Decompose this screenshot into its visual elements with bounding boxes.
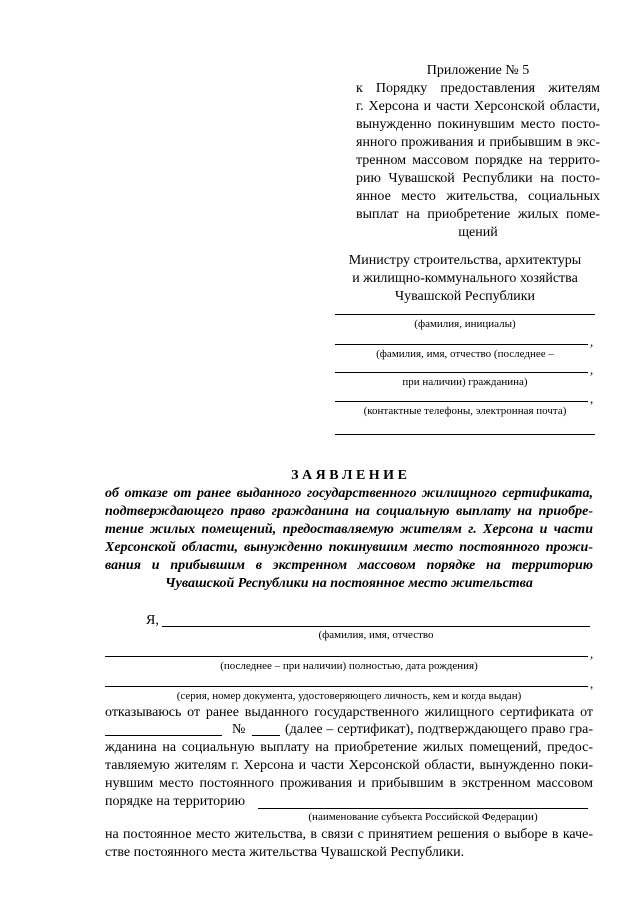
appendix-line: выплат на приобретение жилых поме-: [356, 207, 600, 222]
subtitle-line: Чувашской Республики на постоянное место жительства: [165, 576, 533, 591]
addressee-line: и жилищно-коммунального хозяйства: [352, 271, 578, 286]
comma: ,: [590, 676, 594, 691]
para1-last: порядке на территорию: [105, 794, 246, 809]
para2-line2: стве постоянного места жительства Чувашской Республики.: [105, 845, 465, 860]
appendix-text: [356, 80, 600, 242]
fill-line-contacts-2[interactable]: [335, 434, 595, 435]
subtitle-line: вания и прибывшим в экстренном массовом порядке на территорию: [105, 558, 593, 573]
appendix-line: г. Херсона и части Херсонской области,: [356, 99, 600, 114]
appendix-line: вынужденно покинувшим место посто-: [356, 117, 600, 132]
comma: ,: [590, 646, 594, 661]
para1-line: тавляемую жителям г. Херсона и части Херсонской области, вынужденно поки-: [105, 758, 593, 773]
addressee: [335, 252, 595, 306]
appendix-line: янного проживания и прибывшим в экс-: [356, 135, 600, 150]
fill-line-document[interactable]: [105, 686, 588, 687]
subtitle-line: об отказе от ранее выданного государственного жилищного сертификата,: [105, 486, 593, 501]
fill-line-cert-date[interactable]: [105, 735, 222, 736]
caption-subject: (наименование субъекта Российской Федерации): [308, 811, 538, 823]
comma: ,: [590, 334, 594, 349]
fill-line-subject[interactable]: [258, 808, 588, 809]
fill-line-applicant-name-2[interactable]: [335, 372, 588, 373]
appendix-line: к Порядку предоставления жителям: [356, 81, 600, 96]
para1-line2: (далее – сертификат), подтверждающего право гра-: [285, 722, 593, 737]
addressee-line: Министру строительства, архитектуры: [348, 253, 582, 268]
fill-line-applicant-name[interactable]: [335, 344, 588, 345]
subtitle-line: подтверждающего право гражданина на социальную выплату на приобре-: [105, 504, 593, 519]
fill-line-fio[interactable]: [162, 626, 590, 627]
appendix-line: щений: [458, 225, 498, 240]
para2-line1: на постоянное место жительства, в связи с принятием решения о выборе в каче-: [105, 827, 593, 842]
para1-line1: отказываюсь от ранее выданного государственного жилищного сертификата от: [105, 705, 593, 720]
number-sign: №: [232, 722, 246, 737]
ya-label: Я,: [146, 613, 159, 628]
statement-subtitle: [105, 485, 593, 593]
caption-birth: (последнее – при наличии) полностью, дата рождения): [220, 660, 478, 672]
appendix-line: рию Чувашской Республики на посто-: [356, 171, 600, 186]
caption-initials: (фамилия, инициалы): [414, 318, 516, 330]
appendix-line: янное место жительства, социальных: [356, 189, 600, 204]
para1-rest: [105, 739, 593, 793]
appendix-title: Приложение № 5: [426, 63, 530, 78]
caption-fio: (фамилия, имя, отчество (последнее –: [376, 348, 554, 360]
caption-citizen: при наличии) гражданина): [402, 376, 528, 388]
comma: ,: [590, 391, 594, 406]
appendix-line: тренном массовом порядке на террито-: [356, 153, 600, 168]
para1-line: жданина на социальную выплату на приобретение жилых помещений, предос-: [105, 740, 593, 755]
subtitle-line: Херсонской области, вынужденно покинувшим место постоянного прожи-: [105, 540, 593, 555]
comma: ,: [590, 362, 594, 377]
statement-heading: З А Я В Л Е Н И Е: [291, 468, 407, 483]
fill-line-cert-number[interactable]: [252, 735, 280, 736]
addressee-line: Чувашской Республики: [394, 289, 536, 304]
caption-contacts: (контактные телефоны, электронная почта): [363, 405, 567, 417]
fill-line-contacts[interactable]: [335, 401, 588, 402]
caption-document: (серия, номер документа, удостоверяющего личность, кем и когда выдан): [176, 690, 522, 702]
subtitle-line: тение жилых помещений, предоставляемую жителям г. Херсона и части: [105, 522, 593, 537]
para1-line: нувшим место постоянного проживания и прибывшим в экстренном массовом: [105, 776, 593, 791]
fill-line-birth[interactable]: [105, 656, 588, 657]
caption-fio-body: (фамилия, имя, отчество: [318, 629, 434, 641]
fill-line-addressee-initials[interactable]: [335, 314, 595, 315]
